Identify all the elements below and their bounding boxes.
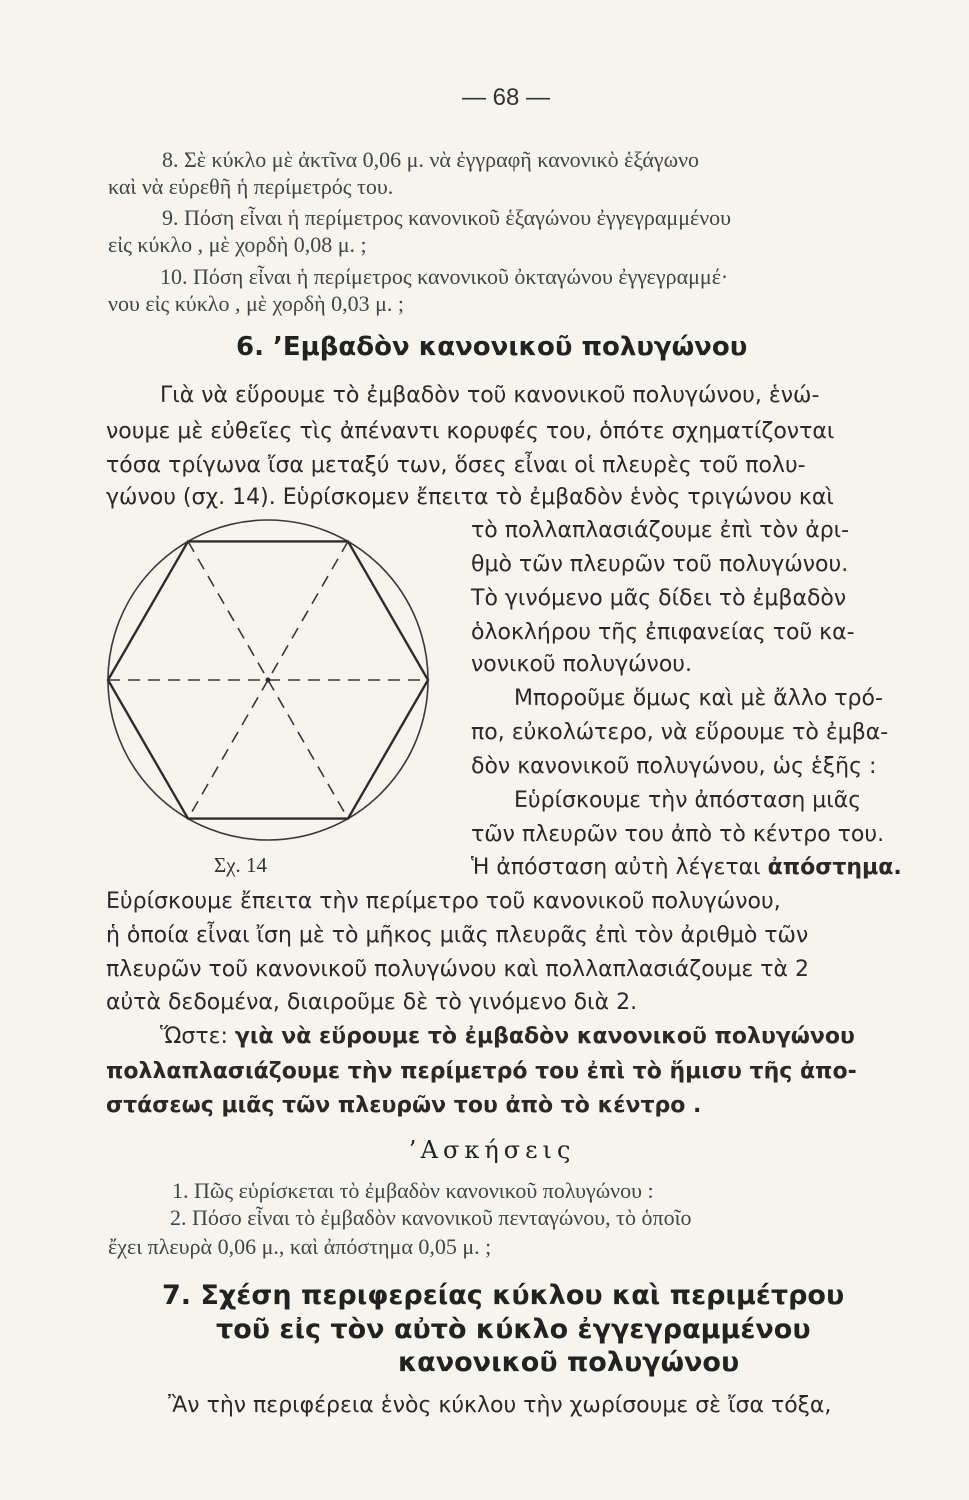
rule-text-1: γιὰ νὰ εὕρουμε τὸ ἐμβαδὸν κανονικοῦ πολυγώνου: [234, 1024, 855, 1049]
exercise-9-line-1: 9. Πόση εἶναι ἡ περίμετρος κανονικοῦ ἑξαγώνου ἐγγεγραμμένου: [162, 205, 732, 230]
para2-right-line-1: Μποροῦμε ὅμως καὶ μὲ ἄλλο τρό-: [514, 686, 883, 711]
para3-line-3: πλευρῶν τοῦ κανονικοῦ πολυγώνου καὶ πολλαπλασιάζουμε τὰ 2: [106, 957, 810, 982]
center-point: [266, 678, 271, 683]
exercise-9-line-2: εἰς κύκλο , μὲ χορδὴ 0,08 μ. ;: [108, 232, 367, 257]
para1-line-4: γώνου (σχ. 14). Εὑρίσκομεν ἔπειτα τὸ ἐμβαδὸν ἑνὸς τριγώνου καὶ: [106, 485, 834, 510]
exercise-2-line-2: ἔχει πλευρὰ 0,06 μ., καὶ ἀπόστημα 0,05 μ. ;: [108, 1234, 492, 1259]
exercise-1: 1. Πῶς εὑρίσκεται τὸ ἐμβαδὸν κανονικοῦ πολυγώνου :: [172, 1178, 654, 1203]
para1-right-line-3: Τὸ γινόμενο μᾶς δίδει τὸ ἐμβαδὸν: [471, 586, 847, 611]
para3-line-2: ἡ ὁποία εἶναι ἴση μὲ τὸ μῆκος μιᾶς πλευρᾶς ἐπὶ τὸν ἀριθμὸ τῶν: [106, 923, 809, 948]
exercise-8-line-2: καὶ νὰ εὑρεθῆ ἡ περίμετρός του.: [108, 174, 394, 199]
exercises-heading: ʼΑσκήσεις: [408, 1136, 576, 1164]
apothem-term: ἀπόστημα.: [767, 855, 902, 880]
para1-line-1: Γιὰ νὰ εὕρουμε τὸ ἐμβαδὸν τοῦ κανονικοῦ πολυγώνου, ἑνώ-: [160, 383, 820, 408]
para1-right-line-2: θμὸ τῶν πλευρῶν τοῦ πολυγώνου.: [471, 552, 849, 577]
para2-right-line-3: δὸν κανονικοῦ πολυγώνου, ὡς ἑξῆς :: [471, 754, 877, 779]
para2-right-line-4: Εὑρίσκουμε τὴν ἀπόσταση μιᾶς: [514, 788, 862, 813]
section-7-title-line-3: κανονικοῦ πολυγώνου: [398, 1347, 740, 1378]
exercise-8-line-1: 8. Σὲ κύκλο μὲ ἀκτῖνα 0,06 μ. νὰ ἐγγραφῆ κανονικὸ ἑξάγωνο: [162, 147, 700, 172]
apothem-definition: [471, 855, 902, 880]
exercise-10-line-2: νου εἰς κύκλο , μὲ χορδὴ 0,03 μ. ;: [108, 291, 405, 316]
para2-right-line-5: τῶν πλευρῶν του ἀπὸ τὸ κέντρο του.: [471, 822, 885, 847]
hexagon-in-circle-figure: [100, 512, 435, 847]
para1-right-line-5: νονικοῦ πολυγώνου.: [471, 652, 692, 677]
rule-line-2: πολλαπλασιάζουμε τὴν περίμετρό του ἐπὶ τὸ ἥμισυ τῆς ἀπο-: [106, 1059, 857, 1084]
para2-right-line-2: πο, εὐκολώτερο, νὰ εὕρουμε τὸ ἐμβα-: [471, 720, 889, 745]
para3-line-1: Εὑρίσκουμε ἔπειτα τὴν περίμετρο τοῦ κανονικοῦ πολυγώνου,: [106, 889, 781, 914]
exercise-10-line-1: 10. Πόση εἶναι ἡ περίμετρος κανονικοῦ ὀκταγώνου ἐγγεγραμμέ·: [160, 264, 729, 289]
para1-right-line-4: ὁλοκλήρου τῆς ἐπιφανείας τοῦ κα-: [471, 620, 855, 645]
para3-line-4: αὐτὰ δεδομένα, διαιροῦμε δὲ τὸ γινόμενο διὰ 2.: [106, 990, 638, 1015]
section-6-title: 6. ʼΕμβαδὸν κανονικοῦ πολυγώνου: [236, 332, 748, 362]
section-7-first-line: Ἂν τὴν περιφέρεια ἑνὸς κύκλου τὴν χωρίσουμε σὲ ἴσα τόξα,: [168, 1393, 832, 1418]
figure-caption: Σχ. 14: [214, 853, 268, 877]
section-7-title-line-2: τοῦ εἰς τὸν αὐτὸ κύκλο ἐγγεγραμμένου: [216, 1314, 811, 1345]
rule-line-3: στάσεως μιᾶς τῶν πλευρῶν του ἀπὸ τὸ κέντρο .: [106, 1093, 702, 1118]
para1-line-3: τόσα τρίγωνα ἴσα μεταξύ των, ὅσες εἶναι οἱ πλευρὲς τοῦ πολυ-: [106, 453, 806, 478]
page-number: — 68 —: [462, 84, 551, 111]
section-7-title-line-1: 7. Σχέση περιφερείας κύκλου καὶ περιμέτρου: [162, 1280, 845, 1311]
para1-line-2: νουμε μὲ εὐθεῖες τὶς ἀπέναντι κορυφές του, ὁπότε σχηματίζονται: [106, 419, 835, 444]
exercise-2-line-1: 2. Πόσο εἶναι τὸ ἐμβαδὸν κανονικοῦ πενταγώνου, τὸ ὁποῖο: [170, 1205, 692, 1230]
apothem-prefix: Ἡ ἀπόσταση αὐτὴ λέγεται: [471, 855, 768, 880]
rule-prefix: Ὥστε:: [160, 1024, 235, 1049]
rule-line-1: [160, 1024, 855, 1049]
para1-right-line-1: τὸ πολλαπλασιάζουμε ἐπὶ τὸν ἀρι-: [471, 518, 850, 543]
